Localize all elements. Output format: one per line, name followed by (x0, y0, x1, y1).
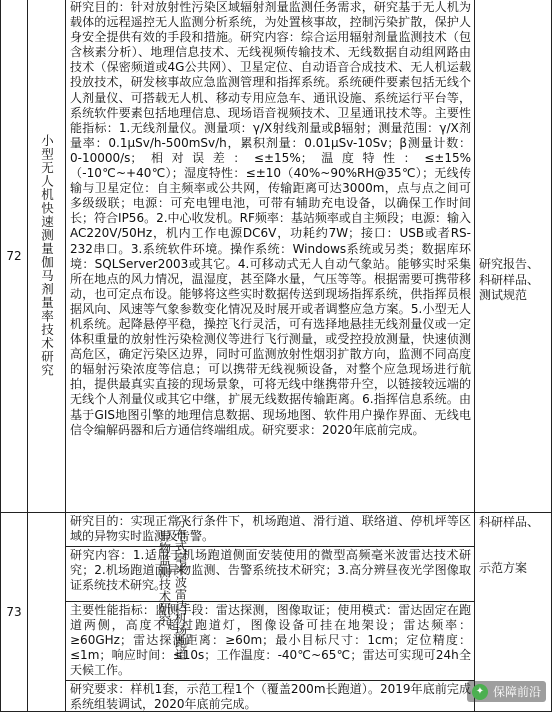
project-name-col1: 分布式毫米波雷达机场跑道 (173, 516, 188, 660)
outcome-cell (474, 0, 552, 512)
watermark (467, 681, 546, 702)
watermark-text: 保障前沿 (492, 685, 541, 699)
research-purpose: 研究目的：实现正常飞行条件下，机场跑道、滑行道、联络道、停机坪等区域的异物实时监测及告警。 (66, 513, 474, 547)
outcome-text: 研究报告、科研样品、测试规范 (479, 257, 540, 302)
project-content (65, 513, 474, 711)
performance-indicators: 主要性能指标：监测手段：雷达探测，图像取证；使用模式：雷达固定在跑道两侧，高度不超过跑道灯，图像设备可挂在地架设；雷达频率：≥60GHz；雷达探测距离：≥60m；最小目标尺寸：1cm；定位精度：≤1m；响应时间：≤10s；工作温度：-40℃~65℃；雷达可实现可24h全天候工作。 (66, 602, 474, 681)
project-name-col2: 异物监测技术研究 (157, 530, 172, 626)
project-name-cell (27, 0, 65, 512)
research-content: 研究内容：1.适用于机场跑道侧面安装使用的微型高频毫米波雷达技术研究；2.机场跑道面异物监测、告警系统技术研究；3.高分辨昼夜光学图像取证系统技术研究。 (66, 547, 474, 602)
row-number: 73 (0, 513, 27, 711)
project-name: 小型无人机快速测量伽马剂量率技术研究 (39, 134, 55, 377)
row-number: 72 (0, 0, 27, 512)
research-requirements: 研究要求：样机1套，示范工程1个（覆盖200m长跑道）。2019年底前完成系统组装调试，2020年底前完成。 (70, 682, 471, 711)
project-name-cell (27, 513, 188, 711)
outcome-text-1: 科研样品、 (479, 515, 540, 529)
project-content: 研究目的：针对放射性污染区域辐射剂量监测任务需求，研究基于无人机为载体的远程遥控无人监测分析系统，为处置核事故，控制污染扩散，保护人身安全提供有效的手段和措施。研究内容：综合运用辐射剂量监测技术（包含核素分析）、地理信息技术、无线视频传输技术、无线数据自动组网路由技术（保密频道或4G公共网）、卫星定位、自动语音合成技术、无人机运载投放技术，研发核事故应急监测管理和指挥系统。系统硬件要素包括无线个人剂量仪、可搭载无人机、移动专用应急车、通讯设施、系统运行平台等，系统软件要素包括地理信息、现场语音视频技术、卫星通讯技术等。主要性能指标：1.无线剂量仪。测量项：γ/X射线剂量或β辐射；测量范围：γ/X剂量率：0.1μSv/h-500mSv/h，累积剂量：0.01μSv-10Sv；β测量计数：0-10000/s；相对误差：≤±15%；温度特性：≤±15%（-10℃~+40℃）；湿度特性：≤±10（40%~90%RH@35℃）；无线传输与卫星定位：自主频率或公共网，传输距离可达3000m，点与点之间可多级级联；电源：可充电锂电池，可带有辅助充电设备，以确保工作时间长；符合IP56。2.中心收发机。RF频率：基站频率或自主频段；电源：输入AC220V/50Hz，机内工作电源DC6V，功耗约7W；接口：USB或者RS-232串口。3.系统软件环境。操作系统：Windows系统或另类；数据库环境：SQLServer2003或其它。4.可移动式无人自动气象站。能够实时采集所在地点的风力情况，温湿度，甚至降水量，气压等等。根据需要可携带移动，也可定点布设。能够将这些实时数据传送到现场指挥系统，供指挥员根据风向、风速等气象参数变化情况及时展开或者调整应急方案。5.小型无人机系统。起降悬停平稳，操控飞行灵活，可有选择地悬挂无线剂量仪或一定体积重量的放射性污染检测仪等进行飞行测量，或受控投放测量，快速侦测高危区，确定污染区边界，同时可监测放射性烟羽扩散方向，监测不同高度的辐射污染浓度等信息；可以携带无线视频设备，对整个应急现场进行航拍，提供最真实直接的现场景象，可将无线中继携带升空，以链接较远端的无线个人剂量仪或其它中继，扩展无线数据传输距离。6.指挥信息系统。由基于GIS地图引擎的地理信息数据、现场地图、软件用户操作界面、无线电信令编解码器和后方通信终端组成。研究要求：2020年底前完成。 (65, 0, 474, 512)
outcome-text-2: 示范方案 (479, 561, 528, 575)
wechat-icon: ✦ (472, 684, 488, 700)
